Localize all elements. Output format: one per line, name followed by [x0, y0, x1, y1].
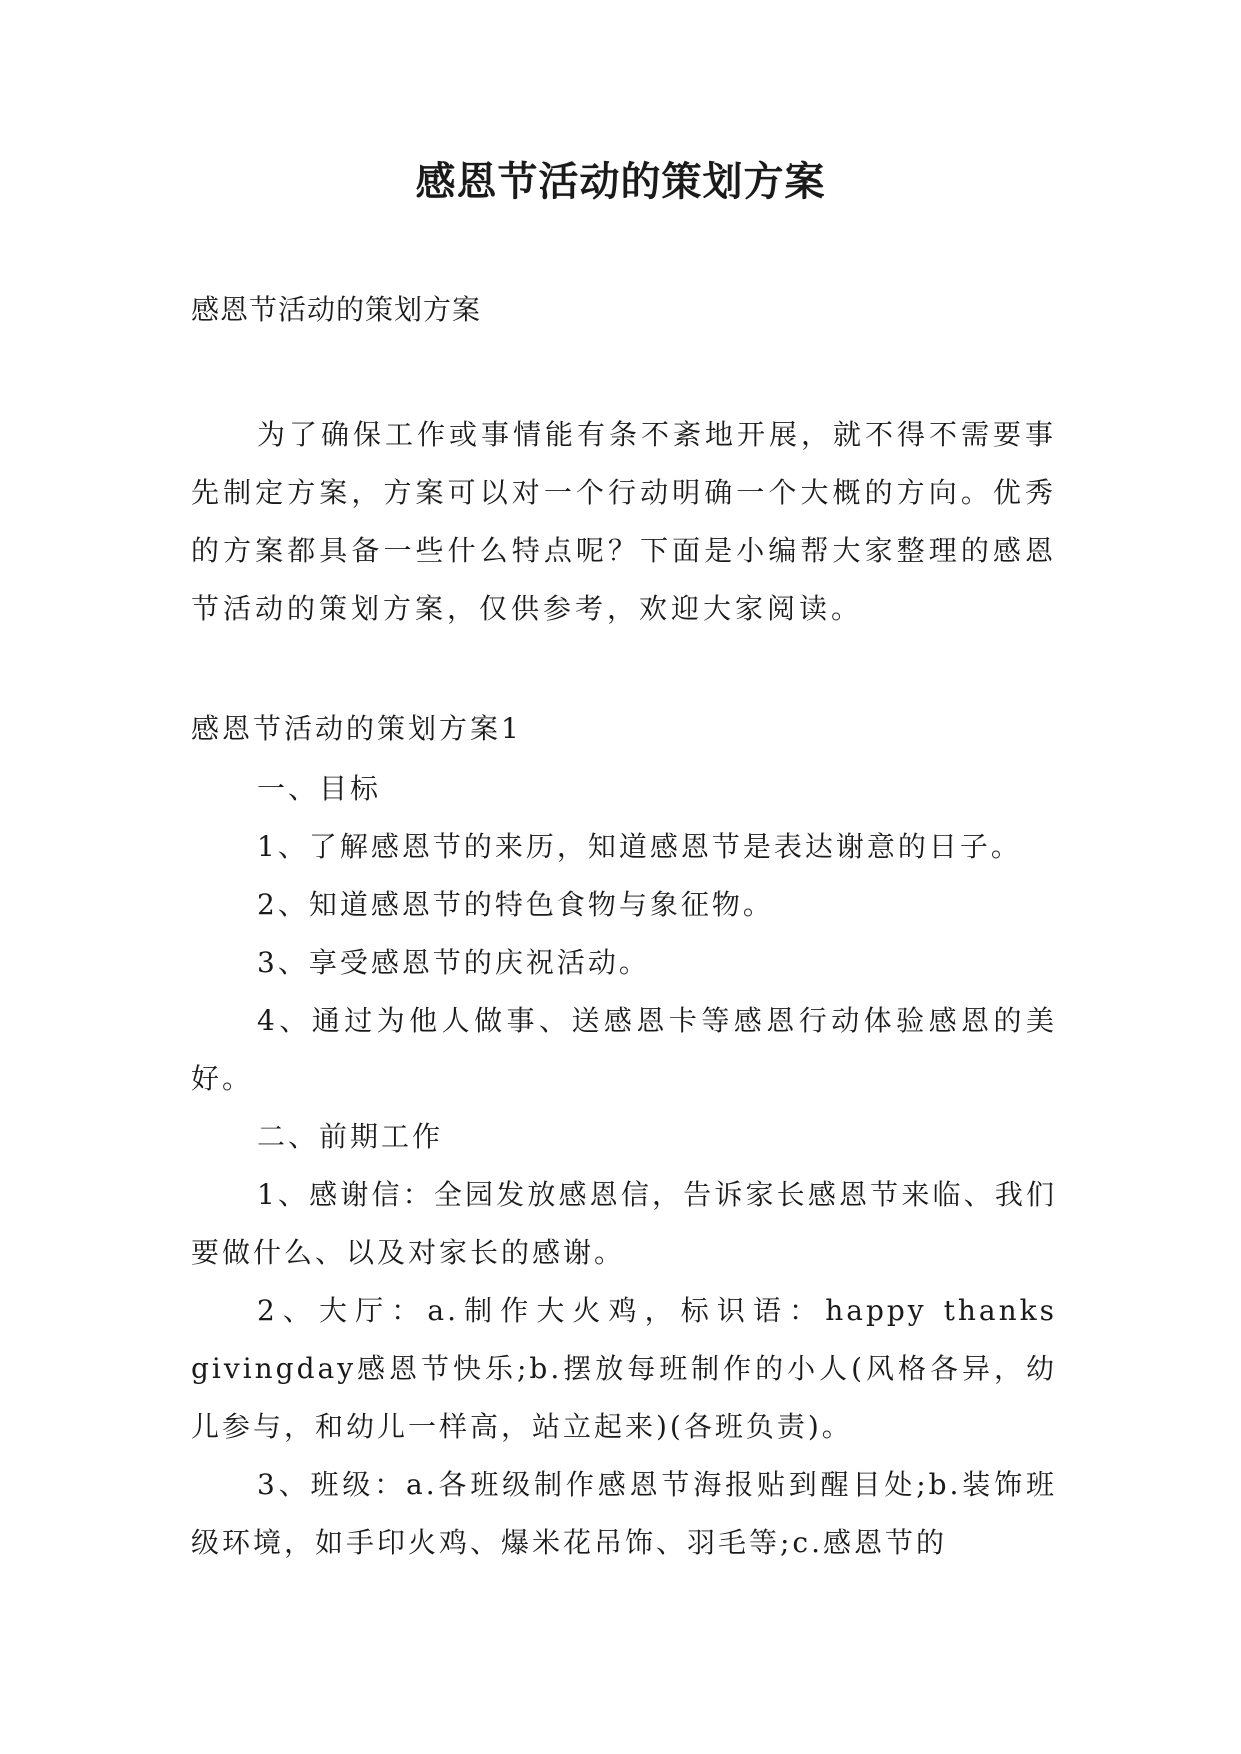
- goal-item-1: 1、了解感恩节的来历，知道感恩节是表达谢意的日子。: [257, 830, 1022, 863]
- document-title: 感恩节活动的策划方案: [415, 158, 826, 205]
- heading-goals: 一、目标: [257, 772, 382, 805]
- prep-item-2: 2、大厅：a.制作大火鸡，标识语：happy thanks givingday感恩节快乐;b.摆放每班制作的小人(风格各异，幼儿参与，和幼儿一样高，站立起来)(各班负责)。: [191, 1294, 1057, 1443]
- prep-item-3: 3、班级：a.各班级制作感恩节海报贴到醒目处;b.装饰班级环境，如手印火鸡、爆米花吊饰、羽毛等;c.感恩节的: [191, 1468, 1057, 1559]
- goal-item-2: 2、知道感恩节的特色食物与象征物。: [257, 888, 774, 921]
- document-subtitle: 感恩节活动的策划方案: [191, 293, 482, 326]
- section-heading: 感恩节活动的策划方案1: [191, 712, 522, 745]
- intro-paragraph: 为了确保工作或事情能有条不紊地开展，就不得不需要事先制定方案，方案可以对一个行动明确一个大概的方向。优秀的方案都具备一些什么特点呢？下面是小编帮大家整理的感恩节活动的策划方案，仅供参考，欢迎大家阅读。: [191, 418, 1058, 625]
- goal-item-3: 3、享受感恩节的庆祝活动。: [257, 946, 650, 979]
- heading-preparation: 二、前期工作: [257, 1120, 444, 1153]
- section-1: [191, 700, 1057, 1572]
- prep-item-1: 1、感谢信：全园发放感恩信，告诉家长感恩节来临、我们要做什么、以及对家长的感谢。: [191, 1178, 1057, 1269]
- goal-item-4: 4、通过为他人做事、送感恩卡等感恩行动体验感恩的美好。: [191, 1004, 1057, 1095]
